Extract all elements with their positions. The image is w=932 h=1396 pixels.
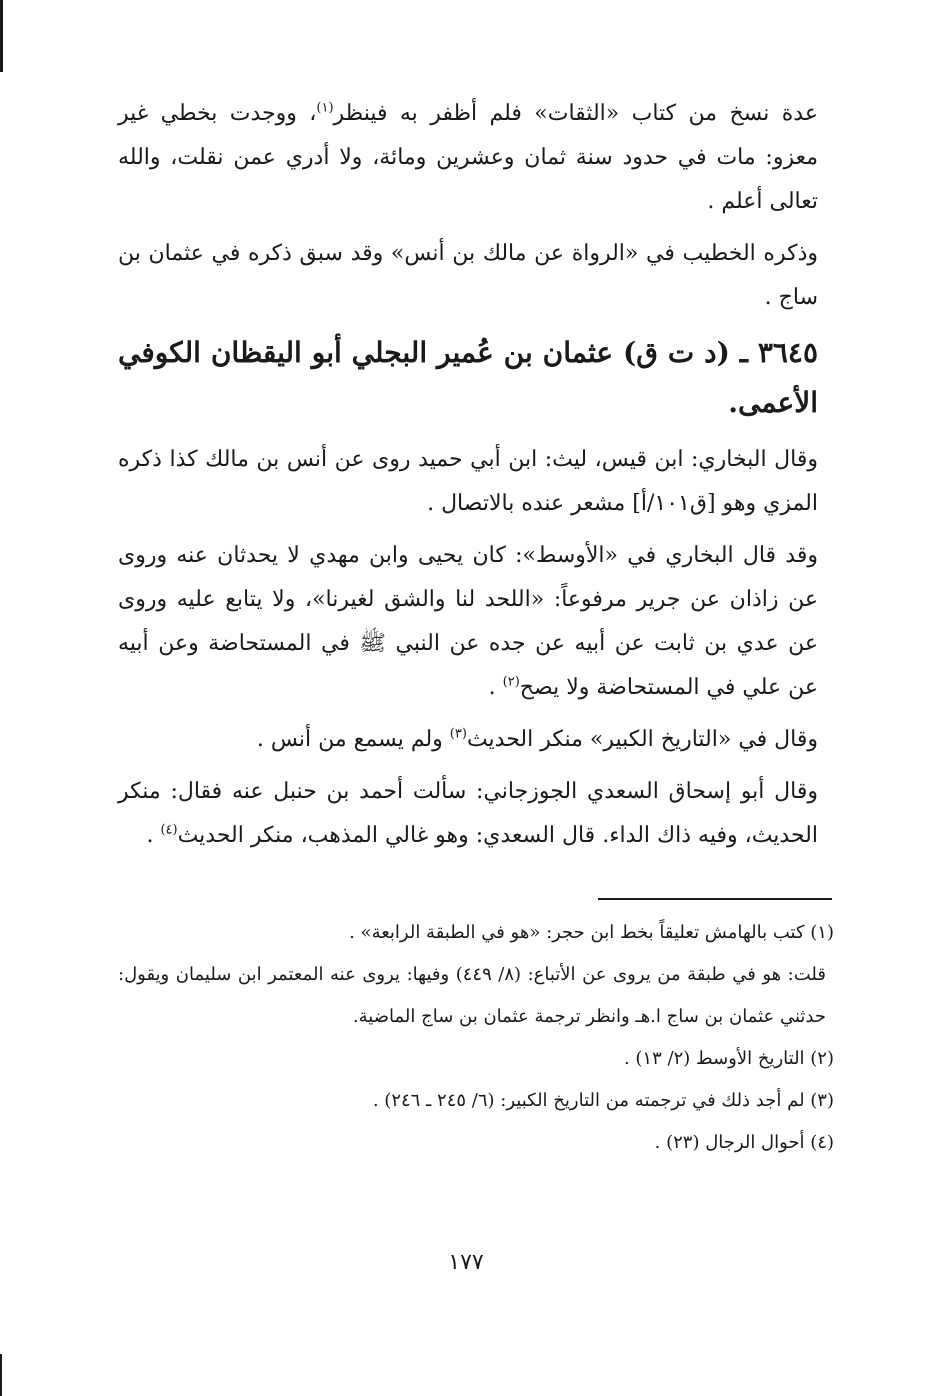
paragraph-text: وقد قال البخاري في «الأوسط»: كان يحيى وابن مهدي لا يحدثان عنه وروى عن زاذان عن جرير مرفوعاً: «اللحد لنا والشق لغيرنا»، ولا يتابع عليه وروى عن عدي بن ثابت عن أبيه عن جده عن النبي ﷺ في المستحاضة وعن أبيه عن علي في المستحاضة ولا يصح bbox=[118, 543, 818, 700]
footnote-2: (٢) التاريخ الأوسط (٢/ ١٣) . bbox=[623, 1048, 834, 1069]
paragraph-thiqat bbox=[118, 92, 818, 224]
paragraph-saadi bbox=[118, 770, 818, 858]
footnote-1: (١) كتب بالهامش تعليقاً بخط ابن حجر: «هو في الطبقة الرابعة» . bbox=[349, 922, 834, 943]
paragraph-text: وقال في «التاريخ الكبير» منكر الحديث bbox=[466, 727, 818, 752]
paragraph-text: ، ووجدت بخطي غير معزو: مات في حدود سنة ثمان وعشرين ومائة، ولا أدري عمن نقلت، والله تعالى أعلم . bbox=[118, 101, 818, 214]
footnote-divider bbox=[598, 898, 832, 900]
paragraph-text: . bbox=[146, 823, 161, 848]
main-text bbox=[118, 92, 818, 866]
paragraph-text: عدة نسخ من كتاب «الثقات» فلم أظفر به فينظر bbox=[333, 101, 818, 126]
paragraph-text: وقال أبو إسحاق السعدي الجوزجاني: سألت أحمد بن حنبل عنه فقال: منكر الحديث، وفيه ذاك الداء. قال السعدي: وهو غالي المذهب، منكر الحديث bbox=[118, 779, 818, 848]
footnote-ref-4: (٤) bbox=[160, 822, 178, 838]
left-margin-mark-bottom bbox=[0, 1354, 2, 1396]
paragraph-khatib: وذكره الخطيب في «الرواة عن مالك بن أنس» وقد سبق ذكره في عثمان بن ساج . bbox=[118, 241, 818, 310]
entry-heading: ٣٦٤٥ ـ (د ت ق) عثمان بن عُمير البجلي أبو اليقظان الكوفي الأعمى. bbox=[118, 336, 818, 419]
page-number: ١٧٧ bbox=[448, 1250, 484, 1275]
paragraph-text: ولم يسمع من أنس . bbox=[256, 727, 450, 752]
footnote-ref-1: (١) bbox=[316, 100, 334, 116]
paragraph-bukhari: وقال البخاري: ابن قيس، ليث: ابن أبي حميد روى عن أنس بن مالك كذا ذكره المزي وهو [ق١٠١/أ] مشعر عنده بالاتصال . bbox=[118, 447, 818, 516]
left-margin-mark bbox=[0, 0, 3, 72]
footnote-3: (٣) لم أجد ذلك في ترجمته من التاريخ الكبير: (٦/ ٢٤٥ ـ ٢٤٦) . bbox=[372, 1090, 834, 1111]
paragraph-text: . bbox=[488, 675, 503, 700]
footnote-4: (٤) أحوال الرجال (٢٣) . bbox=[654, 1132, 834, 1153]
paragraph-kabir bbox=[118, 718, 818, 762]
footnote-1-continuation: قلت: هو في طبقة من يروى عن الأتباع: (٨/ ٤٤٩) وفيها: يروى عنه المعتمر ابن سليمان ويقول: حدثني عثمان بن ساج ا.هـ وانظر ترجمة عثمان بن ساج الماضية. bbox=[118, 964, 826, 1027]
footnote-ref-3: (٣) bbox=[449, 726, 467, 742]
footnote-ref-2: (٢) bbox=[502, 674, 520, 690]
footnotes bbox=[118, 912, 834, 1164]
paragraph-awsat bbox=[118, 534, 818, 710]
